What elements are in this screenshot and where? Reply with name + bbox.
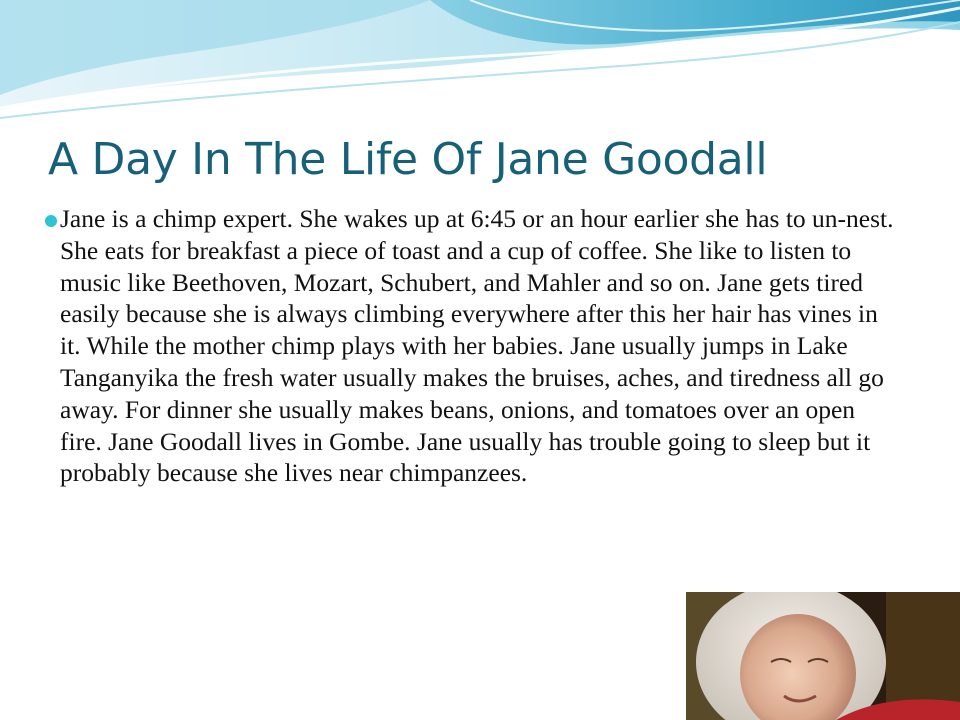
bullet-text: Jane is a chimp expert. She wakes up at 6:45 or an hour earlier she has to un-nest. She eats for breakfast a piece of toast and a cup of coffee. She like to listen to music like Beethoven, Mozart, Schubert, and Mahler and so on. Jane gets tired easily because she is always climbing everywhere after this her hair has vines in it. While the mother chimp plays with her babies. Jane usually jumps in Lake Tanganyika the fresh water usually makes the bruises, aches, and tiredness all go away. For dinner she usually makes beans, onions, and tomatoes over an open fire. Jane Goodall lives in Gombe. Jane usually has trouble going to sleep but it probably because she lives near chimpanzees.: [60, 204, 894, 488]
slide-title: A Day In The Life Of Jane Goodall: [48, 134, 768, 185]
bullet-paragraph: [60, 203, 900, 489]
content-list: [60, 203, 900, 489]
jane-goodall-portrait-photo: [686, 592, 960, 720]
wave-header-decoration: [0, 0, 960, 120]
bullet-dot-icon: [45, 215, 57, 227]
